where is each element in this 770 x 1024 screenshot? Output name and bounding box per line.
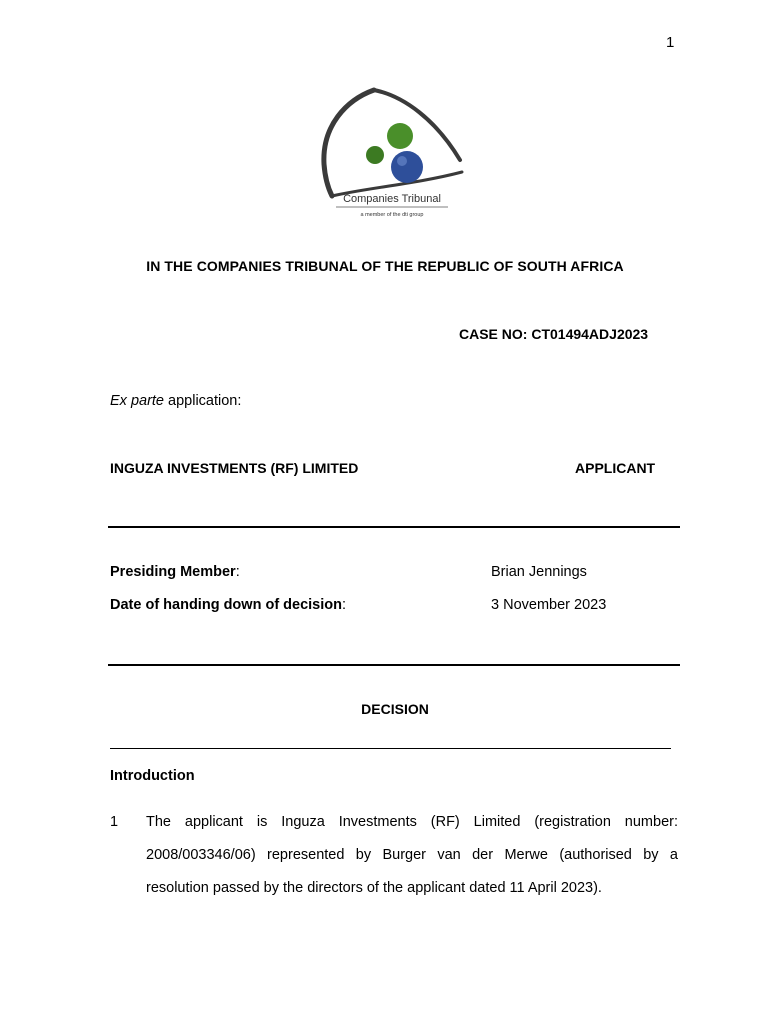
- decision-date-value: 3 November 2023: [491, 597, 607, 613]
- divider-middle: [108, 664, 680, 666]
- application-type: [110, 393, 241, 409]
- party-name: INGUZA INVESTMENTS (RF) LIMITED: [110, 460, 359, 476]
- logo-green-large-circle: [387, 123, 413, 149]
- application-type-rest: application:: [164, 393, 242, 409]
- divider-bottom: [110, 748, 671, 749]
- decision-date-label: Date of handing down of decision:: [110, 597, 347, 613]
- paragraph-line: The applicant is Inguza Investments (RF) Limited (registration number:: [146, 814, 678, 830]
- paragraph-line: resolution passed by the directors of the applicant dated 11 April 2023).: [146, 880, 602, 896]
- case-number: CASE NO: CT01494ADJ2023: [459, 326, 649, 342]
- logo-name: Companies Tribunal: [343, 193, 441, 205]
- companies-tribunal-logo: [316, 86, 468, 222]
- logo-tagline: a member of the dti group: [360, 212, 424, 218]
- presiding-member-value: Brian Jennings: [491, 564, 587, 580]
- party-role: APPLICANT: [575, 460, 656, 476]
- divider-top: [108, 526, 680, 528]
- logo-arc-right: [374, 90, 460, 160]
- page-number: 1: [666, 34, 675, 51]
- logo-green-small-circle: [366, 146, 384, 164]
- section-title-introduction: Introduction: [110, 768, 195, 784]
- application-type-italic: Ex parte: [110, 393, 164, 409]
- presiding-member-label: Presiding Member:: [110, 564, 240, 580]
- logo-blue-circle: [391, 151, 423, 183]
- logo-arc-left: [324, 90, 374, 196]
- court-heading: IN THE COMPANIES TRIBUNAL OF THE REPUBLIC OF SOUTH AFRICA: [146, 258, 624, 274]
- paragraph-number: 1: [110, 814, 119, 830]
- decision-title: DECISION: [361, 701, 429, 717]
- paragraph-line: 2008/003346/06) represented by Burger van der Merwe (authorised by a: [146, 847, 678, 863]
